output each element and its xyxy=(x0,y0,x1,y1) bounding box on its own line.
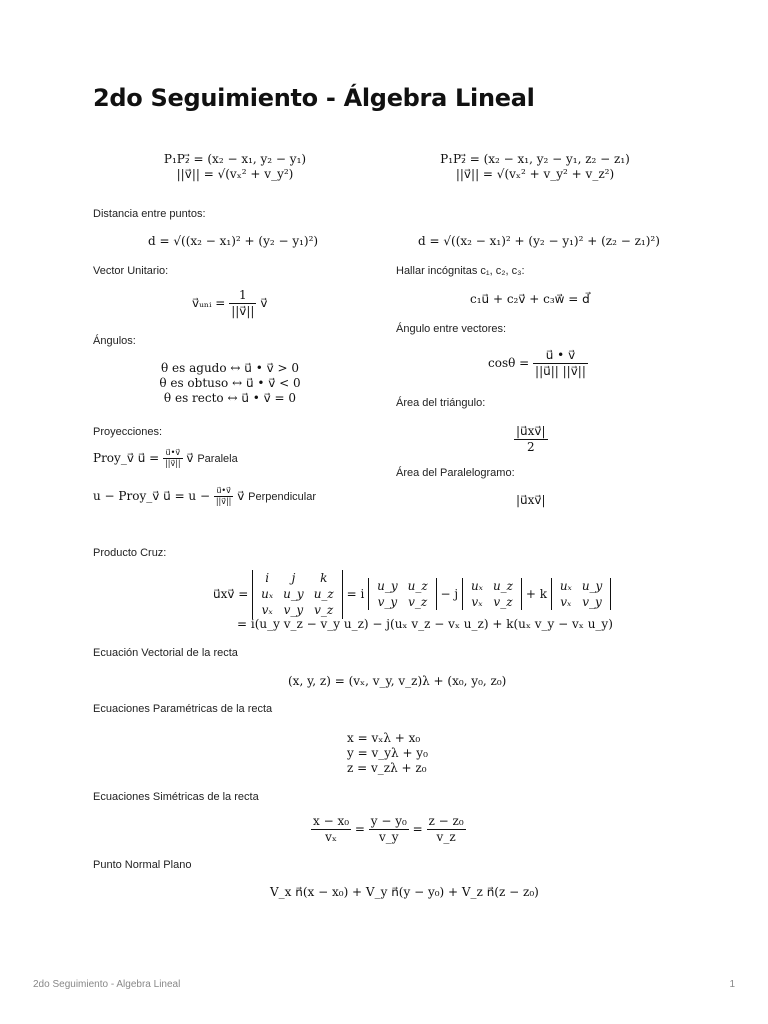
minor-cell: uₓ xyxy=(470,579,483,594)
tri-fraction xyxy=(514,424,548,455)
sim-3-den: v_z xyxy=(436,830,456,844)
label-perpendicular: Perpendicular xyxy=(248,491,317,503)
formula-cos xyxy=(488,348,588,379)
formula-norm-2d-line: ||v⃗|| = √(vₓ² + v_y²) xyxy=(176,167,294,181)
formula-producto-cruz xyxy=(213,570,611,619)
proy-fraction xyxy=(163,448,183,469)
cruz-minor-2 xyxy=(462,578,522,610)
minor-cell: u_y xyxy=(377,579,398,594)
minor-cell: vₓ xyxy=(471,595,483,610)
cruz-eq-j: − j xyxy=(440,586,459,601)
minor-cell: uₓ xyxy=(559,579,572,594)
perp-rhs: v⃗ xyxy=(237,489,245,503)
label-angulos: Ángulos: xyxy=(93,335,136,347)
minor-cell: v_y xyxy=(582,595,602,610)
cruz-det-3x3 xyxy=(252,570,343,619)
proy-frac-num: u⃗•v⃗ xyxy=(163,448,183,459)
det-cell: uₓ xyxy=(261,587,274,602)
cruz-det-3x3-table xyxy=(256,570,339,619)
sim-1-num: x − x₀ xyxy=(313,814,350,828)
minor-cell: vₓ xyxy=(560,595,572,610)
angle-obtuso: θ es obtuso ↔ u⃗ • v⃗ < 0 xyxy=(159,376,301,390)
unit-num: 1 xyxy=(229,288,256,304)
sim-fraction-1 xyxy=(311,814,351,845)
sim-3-num: z − z₀ xyxy=(428,814,464,828)
page-number: 1 xyxy=(729,979,735,990)
param-y: y = v_yλ + y₀ xyxy=(347,746,428,760)
formula-unit-vector xyxy=(192,288,267,319)
label-ec-parametricas: Ecuaciones Paramétricas de la recta xyxy=(93,703,273,715)
formula-dist-2d: d = √((x₂ − x₁)² + (y₂ − y₁)²) xyxy=(148,234,319,248)
unit-fraction xyxy=(229,288,256,319)
formula-proy-perpendicular xyxy=(93,486,316,507)
det-cell: u_y xyxy=(283,587,304,602)
label-paralela: Paralela xyxy=(197,453,238,465)
sim-2-den: v_y xyxy=(379,830,399,844)
proy-lhs: Proy_v⃗ u⃗ = xyxy=(93,451,160,465)
proy-rhs: v⃗ xyxy=(186,451,194,465)
label-ec-vectorial: Ecuación Vectorial de la recta xyxy=(93,647,238,659)
formula-hallar: c₁u⃗ + c₂v⃗ + c₃w⃗ = d⃗ xyxy=(470,292,590,306)
unit-lhs: v⃗ᵤₙᵢ = xyxy=(192,296,226,310)
unit-rhs: v⃗ xyxy=(260,296,268,310)
formula-proy-paralela xyxy=(93,448,238,469)
perp-frac-num: u⃗•v⃗ xyxy=(214,486,234,497)
label-area-paralelogramo: Área del Paralelogramo: xyxy=(396,467,515,479)
tri-num: |u⃗xv⃗| xyxy=(516,424,546,438)
cruz-eq-i: = i xyxy=(346,586,365,601)
sim-eq-1: = xyxy=(354,822,365,836)
cruz-minor-3-table xyxy=(555,578,608,610)
formula-norm-3d-line: ||v⃗|| = √(vₓ² + v_y² + v_z²) xyxy=(455,167,615,181)
unit-den: ||v⃗|| xyxy=(231,304,255,318)
sim-1-den: vₓ xyxy=(325,830,337,844)
det-cell: i xyxy=(265,571,270,585)
label-hallar: Hallar incógnitas c₁, c₂, c₃: xyxy=(396,265,525,277)
cruz-eq-k: + k xyxy=(525,586,547,601)
cos-den: ||u⃗|| ||v⃗|| xyxy=(535,364,586,378)
formula-p1p2-2d xyxy=(160,152,310,182)
minor-cell: v_z xyxy=(408,595,428,610)
det-cell: k xyxy=(320,571,328,585)
formula-p1p2-3d xyxy=(440,152,630,182)
formula-paralelogramo: |u⃗xv⃗| xyxy=(516,493,546,507)
label-distancia: Distancia entre puntos: xyxy=(93,208,206,220)
formula-dist-3d: d = √((x₂ − x₁)² + (y₂ − y₁)² + (z₂ − z₁)²) xyxy=(418,234,660,248)
sim-fraction-2 xyxy=(369,814,409,845)
angle-agudo: θ es agudo ↔ u⃗ • v⃗ > 0 xyxy=(161,361,299,375)
det-cell: j xyxy=(291,571,296,585)
formula-simetricas xyxy=(311,814,466,845)
formula-punto-normal: V_x n⃗(x − x₀) + V_y n⃗(y − y₀) + V_z n⃗(z − z₀) xyxy=(270,885,539,899)
label-ec-simetricas: Ecuaciones Simétricas de la recta xyxy=(93,791,259,803)
formula-parametricas xyxy=(347,731,428,776)
label-angulo-entre: Ángulo entre vectores: xyxy=(396,323,507,335)
sim-2-num: y − y₀ xyxy=(370,814,407,828)
formula-vectorial: (x, y, z) = (vₓ, v_y, v_z)λ + (x₀, y₀, z₀) xyxy=(288,674,507,688)
label-producto-cruz: Producto Cruz: xyxy=(93,547,167,559)
minor-cell: u_z xyxy=(492,579,514,594)
sim-fraction-3 xyxy=(427,814,466,845)
formula-p1p2-2d-line: P₁P₂⃗ = (x₂ − x₁, y₂ − y₁) xyxy=(163,152,307,166)
perp-lhs: u − Proy_v⃗ u⃗ = u − xyxy=(93,489,211,503)
cos-num: u⃗ • v⃗ xyxy=(533,348,588,364)
label-proyecciones: Proyecciones: xyxy=(93,426,163,438)
angle-recto: θ es recto ↔ u⃗ • v⃗ = 0 xyxy=(163,391,297,405)
param-x: x = vₓλ + x₀ xyxy=(347,731,421,745)
sim-eq-2: = xyxy=(412,822,423,836)
minor-cell: v_y xyxy=(377,595,398,610)
formula-cruz-expand: = i(u_y v_z − v_y u_z) − j(uₓ v_z − vₓ u_z) + k(uₓ v_y − vₓ u_y) xyxy=(237,617,613,631)
footer-title: 2do Seguimiento - Algebra Lineal xyxy=(33,979,181,990)
cruz-lhs: u⃗xv⃗ = xyxy=(213,586,249,601)
param-z: z = v_zλ + z₀ xyxy=(347,761,427,775)
cruz-minor-1 xyxy=(368,578,437,610)
cos-lhs: cosθ = xyxy=(488,356,530,370)
formula-area-triangulo xyxy=(514,424,548,455)
cos-fraction xyxy=(533,348,588,379)
perp-frac-den: ||v⃗|| xyxy=(215,497,232,506)
cruz-minor-1-table xyxy=(372,578,433,610)
det-cell: vₓ xyxy=(261,603,273,618)
minor-cell: u_z xyxy=(407,579,428,594)
label-punto-normal: Punto Normal Plano xyxy=(93,859,192,871)
det-cell: v_y xyxy=(283,603,304,618)
formula-p1p2-3d-line: P₁P₂⃗ = (x₂ − x₁, y₂ − y₁, z₂ − z₁) xyxy=(440,152,630,166)
perp-fraction xyxy=(214,486,234,507)
formula-angles xyxy=(150,361,310,406)
det-cell: v_z xyxy=(314,603,334,618)
page-title: 2do Seguimiento - Álgebra Lineal xyxy=(93,84,535,112)
det-cell: u_z xyxy=(313,587,334,602)
tri-den: 2 xyxy=(526,440,535,454)
cruz-minor-3 xyxy=(551,578,612,610)
label-area-triangulo: Área del triángulo: xyxy=(396,397,486,409)
minor-cell: u_y xyxy=(581,579,603,594)
label-vector-unitario: Vector Unitario: xyxy=(93,265,169,277)
cruz-minor-2-table xyxy=(466,578,518,610)
minor-cell: v_z xyxy=(493,595,513,610)
proy-frac-den: ||v⃗|| xyxy=(165,459,181,468)
